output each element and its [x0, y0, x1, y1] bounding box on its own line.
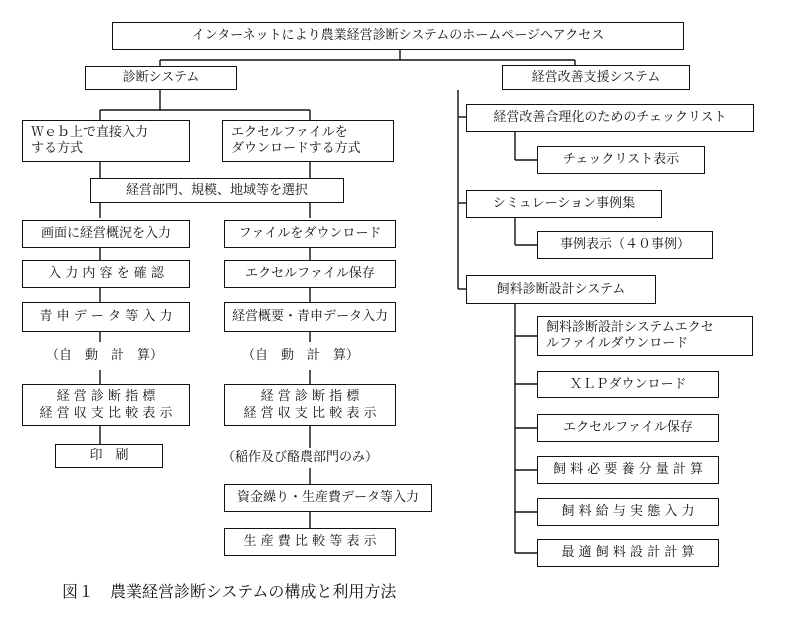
rice-dairy-note: （稲作及び酪農部門のみ） — [222, 450, 379, 465]
simulation-box: シミュレーション事例集 — [466, 190, 662, 218]
overview-data-input-box: 経営概要・青申データ入力 — [224, 302, 396, 332]
confirm-input-box: 入 力 内 容 を 確 認 — [22, 260, 190, 288]
case-show-box: 事例表示（４０事例） — [537, 231, 713, 259]
feed-excel-download-box: 飼料診断設計システムエクセ ルファイルダウンロード — [537, 316, 753, 356]
auto-calc-label-left: （自 動 計 算） — [46, 348, 164, 363]
support-system-box: 経営改善支援システム — [502, 65, 690, 90]
file-download-box: ファイルをダウンロード — [224, 220, 396, 248]
nutrient-calc-box: 飼 料 必 要 養 分 量 計 算 — [537, 456, 719, 484]
checklist-box: 経営改善合理化のためのチェックリスト — [466, 104, 754, 132]
blue-return-input-box: 青 申 デ ー タ 等 入 力 — [22, 302, 190, 332]
funding-input-box: 資金繰り・生産費データ等入力 — [224, 484, 432, 512]
cost-compare-box: 生 産 費 比 較 等 表 示 — [224, 528, 396, 556]
print-box: 印 刷 — [55, 444, 163, 468]
xlp-download-box: ＸＬＰダウンロード — [537, 371, 719, 398]
access-homepage-box: インターネットにより農業経営診断システムのホームページへアクセス — [112, 22, 684, 50]
diagnosis-result-box-right: 経 営 診 断 指 標 経 営 収 支 比 較 表 示 — [224, 384, 396, 426]
feed-excel-save-box: エクセルファイル保存 — [537, 414, 719, 442]
figure-caption: 図１ 農業経営診断システムの構成と利用方法 — [62, 582, 397, 601]
optimal-design-box: 最 適 飼 料 設 計 計 算 — [537, 539, 719, 567]
feeding-input-box: 飼 料 給 与 実 態 入 力 — [537, 498, 719, 526]
checklist-show-box: チェックリスト表示 — [537, 146, 705, 174]
excel-download-method-box: エクセルファイルを ダウンロードする方式 — [222, 120, 394, 162]
feed-system-box: 飼料診断設計システム — [466, 275, 656, 304]
select-department-box: 経営部門、規模、地域等を選択 — [90, 178, 344, 203]
auto-calc-label-right: （自 動 計 算） — [242, 348, 360, 363]
input-overview-box: 画面に経営概況を入力 — [22, 220, 190, 248]
diagnosis-result-box-left: 経 営 診 断 指 標 経 営 収 支 比 較 表 示 — [22, 384, 190, 426]
diagnosis-system-box: 診断システム — [85, 66, 237, 90]
excel-save-box: エクセルファイル保存 — [224, 260, 396, 288]
web-input-method-box: Ｗｅｂ上で直接入力する方式 — [22, 120, 190, 162]
